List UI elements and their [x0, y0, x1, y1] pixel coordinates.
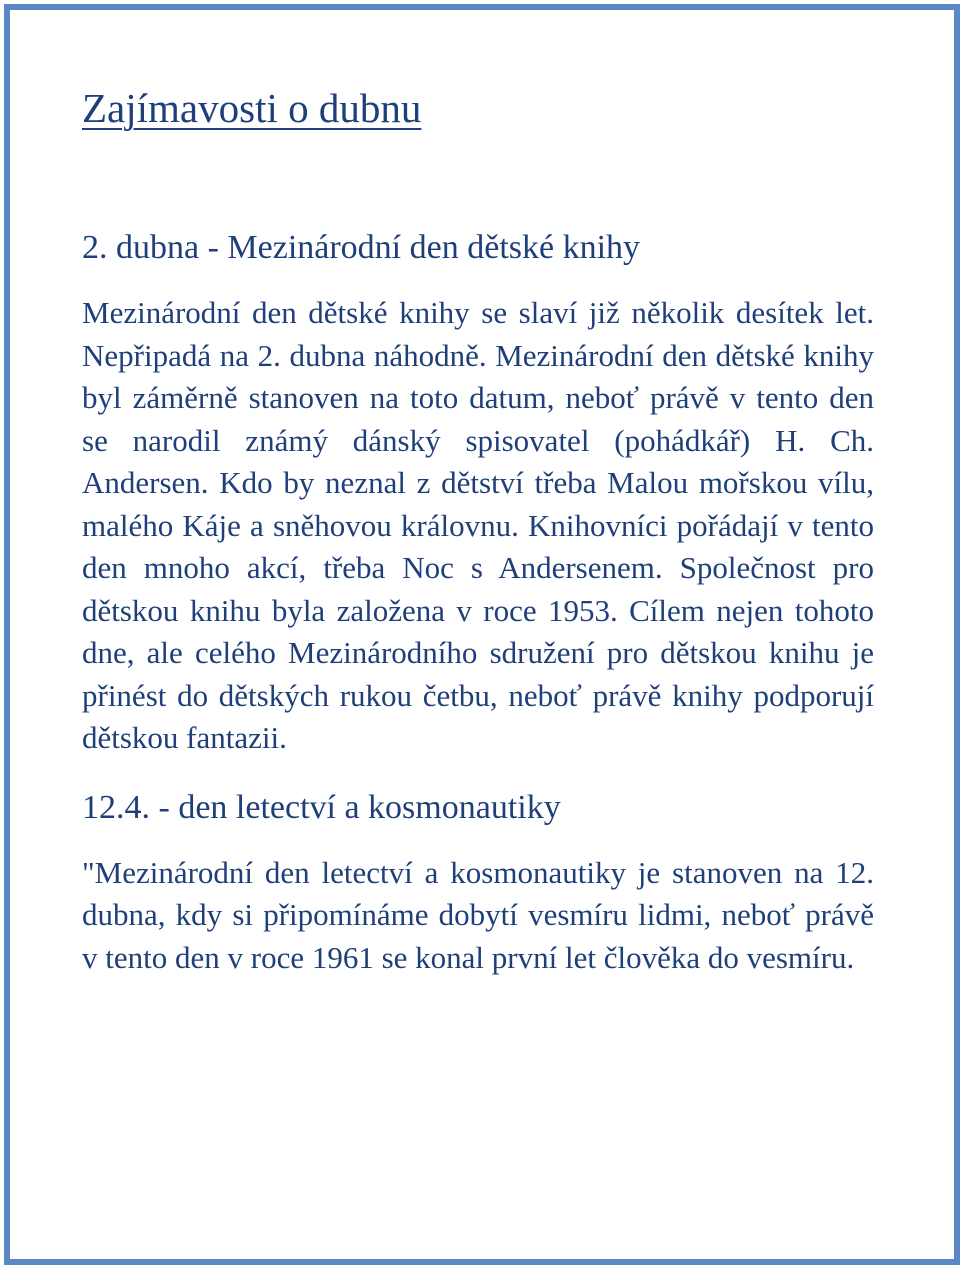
section-heading-aviation-day: 12.4. - den letectví a kosmonautiky	[82, 788, 561, 826]
section-body-childrens-book-day: Mezinárodní den dětské knihy se slaví již několik desítek let. Nepřipadá na 2. dubna náhodně. Mezinárodní den dětské knihy byl záměrně stanoven na toto datum, neboť právě v tento den se narodil známý dánský spisovatel (pohádkář) H. Ch. Andersen. Kdo by neznal z dětství třeba Malou mořskou vílu, malého Káje a sněhovou královnu. Knihovníci pořádají v tento den mnoho akcí, třeba Noc s Andersenem. Společnost pro dětskou knihu byla založena v roce 1953. Cílem nejen tohoto dne, ale celého Mezinárodního sdružení pro dětskou knihu je přinést do dětských rukou četbu, neboť právě knihy podporují dětskou fantazii.	[82, 295, 874, 755]
section-body-aviation-day: "Mezinárodní den letectví a kosmonautiky je stanoven na 12. dubna, kdy si připomínáme dobytí vesmíru lidmi, neboť právě v tento den v roce 1961 se konal první let člověka do vesmíru.	[82, 854, 874, 975]
section-heading-childrens-book-day: 2. dubna - Mezinárodní den dětské knihy	[82, 229, 641, 266]
document-content	[82, 78, 874, 979]
page-title: Zajímavosti o dubnu	[82, 85, 422, 131]
